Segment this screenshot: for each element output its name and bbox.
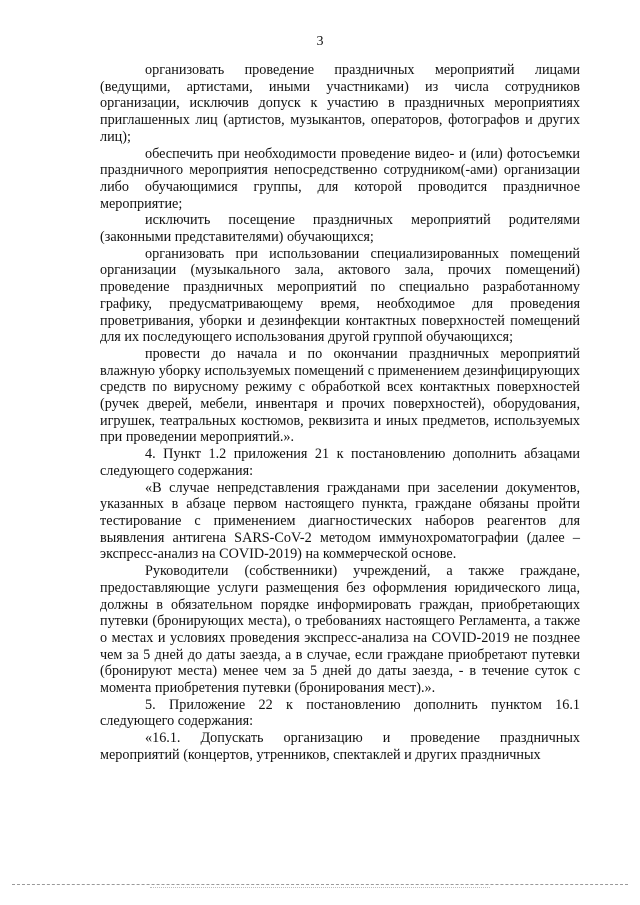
paragraph: 5. Приложение 22 к постановлению дополнить пунктом 16.1 следующего содержания: xyxy=(100,696,580,730)
paragraph: обеспечить при необходимости проведение видео- и (или) фотосъемки праздничного мероприятия непосредственно сотрудником(-ами) организации либо обучающимися группы, для которой проводится праздничное мероприятие; xyxy=(100,145,580,212)
document-body xyxy=(100,62,580,764)
paragraph: «16.1. Допускать организацию и проведение праздничных мероприятий (концертов, утренников, спектаклей и других праздничных xyxy=(100,730,580,763)
page-number: 3 xyxy=(316,34,324,49)
paragraph: организовать при использовании специализированных помещений организации (музыкального зала, актового зала, прочих помещений) проведение праздничных мероприятий по специально разработанному графику, предусматривающему время, необходимое для проведения проветривания, уборки и дезинфекции контактных поверхностей помещений для их последующего использования другой группой обучающихся; xyxy=(100,245,580,346)
paragraph: «В случае непредставления гражданами при заселении документов, указанных в абзаце первом настоящего пункта, граждане обязаны пройти тестирование с применением диагностических наборов реагентов для выявления антигена SARS-CoV-2 методом иммунохроматографии (далее – экспресс-анализ на COVID-2019) на коммерческой основе. xyxy=(100,479,580,563)
scan-artifact-line xyxy=(150,887,490,888)
paragraph: организовать проведение праздничных мероприятий лицами (ведущими, артистами, иными участниками) из числа сотрудников организации, исключив допуск к участию в праздничных мероприятиях приглашенных лиц (артистов, музыкантов, операторов, фотографов и других лиц); xyxy=(100,62,580,145)
paragraph: исключить посещение праздничных мероприятий родителями (законными представителями) обучающихся; xyxy=(100,212,580,246)
paragraph: Руководители (собственники) учреждений, а также граждане, предоставляющие услуги размещения без оформления юридического лица, должны в обязательном порядке информировать граждан, приобретающих путевки (бронирующих места), о требованиях настоящего Регламента, а также о местах и условиях проведения экспресс-анализа на COVID-2019 не позднее чем за 5 дней до даты заезда, а в случае, если граждане приобретают путевки (бронируют места) менее чем за 5 дней до даты заезда, - в течение суток с момента приобретения путевки (бронирования мест).». xyxy=(100,563,580,697)
paragraph: провести до начала и по окончании праздничных мероприятий влажную уборку используемых помещений с применением дезинфицирующих средств по вирусному режиму с обработкой всех контактных поверхностей (ручек дверей, мебели, инвентаря и прочих поверхностей), оборудования, игрушек, театральных костюмов, реквизита и иных предметов, используемых при проведении мероприятий.». xyxy=(100,345,580,446)
paragraph: 4. Пункт 1.2 приложения 21 к постановлению дополнить абзацами следующего содержания: xyxy=(100,446,580,479)
scan-artifact-line xyxy=(12,884,628,885)
